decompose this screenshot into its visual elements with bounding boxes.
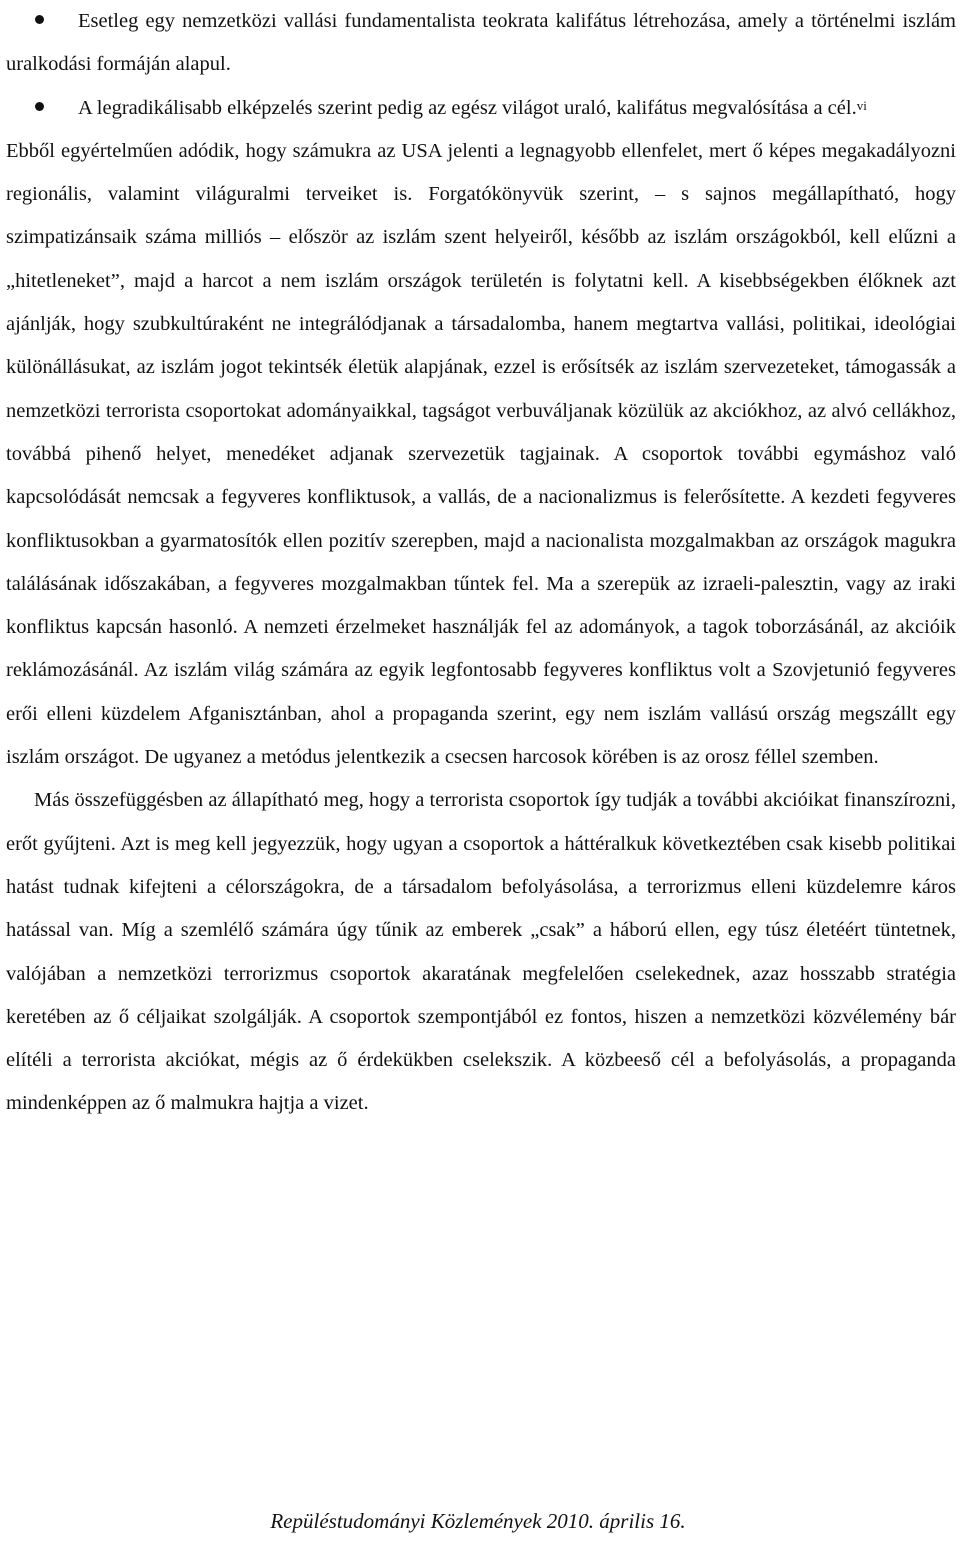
bullet-text: Esetleg egy nemzetközi vallási fundamentalista teokrata kalifátus létrehozása, amely a történelmi iszlám uralkodási formáján alapul. <box>6 10 956 76</box>
bullet-item <box>6 0 956 87</box>
bullet-text: A legradikálisabb elképzelés szerint pedig az egész világot uraló, kalifátus megvalósítása a cél. <box>78 96 857 119</box>
endnote-marker[interactable]: vi <box>856 97 867 113</box>
bullet-list <box>6 0 956 130</box>
bullet-item <box>6 87 956 130</box>
page-footer <box>0 1508 960 1534</box>
paragraph: Más összefüggésben az állapítható meg, hogy a terrorista csoportok így tudják a további akcióikat finanszírozni, erőt gyűjteni. Azt is meg kell jegyezzük, hogy ugyan a csoportok a háttéralkuk következtében csak kisebb politikai hatást tudnak kifejteni a célországokra, de a társadalom befolyásolása, a terrorizmus elleni küzdelemre káros hatással van. Míg a szemlélő számára úgy tűnik az emberek „csak” a háború ellen, egy túsz életéért tüntetnek, valójában a nemzetközi terrorizmus csoportok akaratának megfelelően cselekednek, azaz hosszabb stratégia keretében az ő céljaikat szolgálják. A csoportok szempontjából ez fontos, hiszen a nemzetközi közvélemény bár elítéli a terrorista akciókat, mégis az ő érdekükben cselekszik. A közbeeső cél a befolyásolás, a propaganda mindenképpen az ő malmukra hajtja a vizet. <box>6 789 956 1115</box>
body-text <box>6 0 956 1126</box>
footer-text: Repüléstudományi Közlemények 2010. április 16. <box>270 1509 686 1533</box>
bullet-icon <box>35 102 44 111</box>
paragraph: Ebből egyértelműen adódik, hogy számukra az USA jelenti a legnagyobb ellenfelet, mert ő képes megakadályozni regionális, valamint világuralmi terveiket is. Forgatókönyvük szerint, – s sajnos megállapítható, hogy szimpatizánsaik száma milliós – először az iszlám szent helyeiről, később az iszlám országokból, kell elűzni a „hitetleneket”, majd a harcot a nem iszlám országok területén is folytatni kell. A kisebbségekben élőknek azt ajánlják, hogy szubkultúraként ne integrálódjanak a társadalomba, hanem megtartva vallási, politikai, ideológiai különállásukat, az iszlám jogot tekintsék életük alapjának, ezzel is erősítsék az iszlám szervezeteket, támogassák a nemzetközi terrorista csoportokat adományaikkal, tagságot verbuváljanak közülük az akciókhoz, az alvó cellákhoz, továbbá pihenő helyet, menedéket adjanak szervezetük tagjainak. A csoportok további egymáshoz való kapcsolódását nemcsak a fegyveres konfliktusok, a vallás, de a nacionalizmus is felerősítette. A kezdeti fegyveres konfliktusokban a gyarmatosítók ellen pozitív szerepben, majd a nacionalista mozgalmakban az országok magukra találásának időszakában, a fegyveres mozgalmakban tűntek fel. Ma a szerepük az izraeli-palesztin, vagy az iraki konfliktus kapcsán hasonló. A nemzeti érzelmeket használják fel az adományok, a tagok toborzásánál, az akcióik reklámozásánál. Az iszlám világ számára az egyik legfontosabb fegyveres konfliktus volt a Szovjetunió fegyveres erői elleni küzdelem Afganisztánban, ahol a propaganda szerint, egy nem iszlám vallású ország megszállt egy iszlám országot. De ugyanez a metódus jelentkezik a csecsen harcosok körében is az orosz féllel szemben. <box>6 139 956 769</box>
bullet-icon <box>35 15 44 24</box>
